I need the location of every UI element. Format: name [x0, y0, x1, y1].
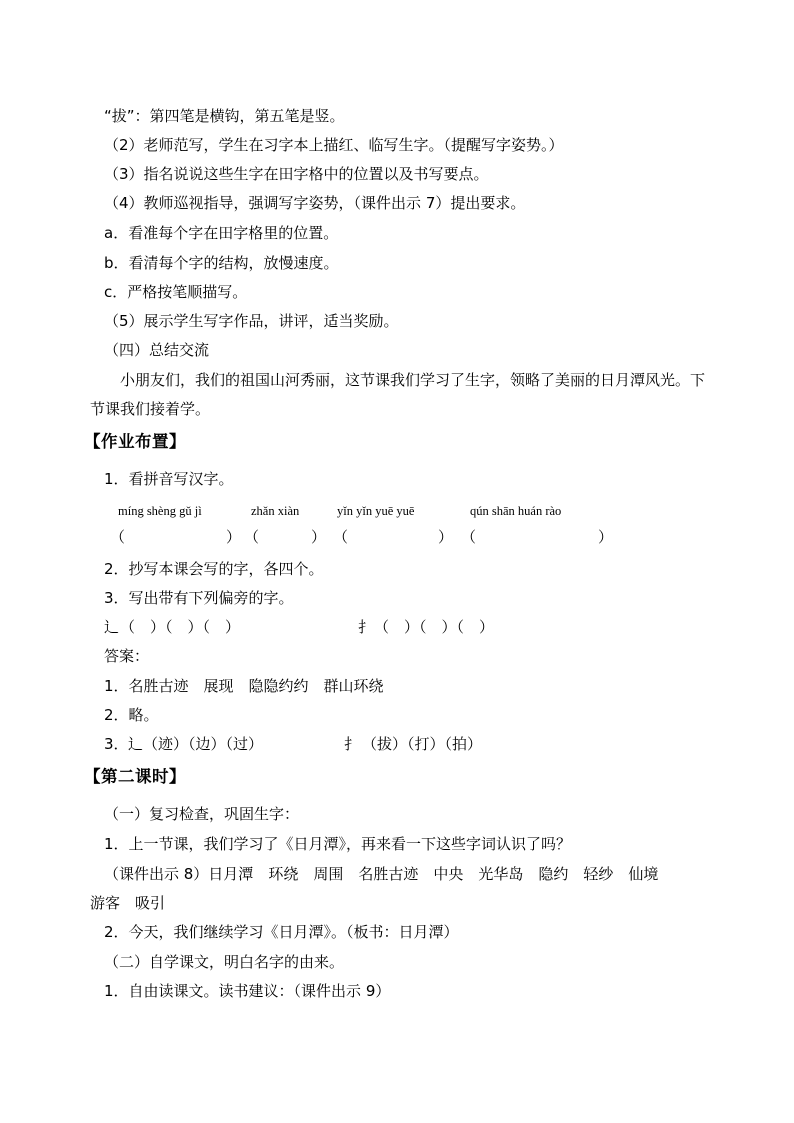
blank-paren: （	[333, 528, 349, 546]
text-line: “拔”：第四笔是横钩，第五笔是竖。	[104, 107, 345, 125]
text-line: （4）教师巡视指导，强调写字姿势，（课件出示 7）提出要求。	[104, 194, 526, 212]
radical-label: 辶	[104, 618, 120, 636]
blank-paren: （	[461, 528, 477, 546]
section-heading: 【第二课时】	[84, 767, 186, 786]
blank-paren: （ ）（ ）（ ）	[374, 618, 495, 636]
blank-paren: ）	[311, 528, 327, 546]
text-line: （一）复习检查，巩固生字：	[104, 805, 300, 823]
text-line: （5）展示学生写字作品，讲评，适当奖励。	[104, 312, 399, 330]
text-line: （课件出示 8）日月潭 环绕 周围 名胜古迹 中央 光华岛 隐约 轻纱 仙境	[104, 865, 659, 883]
blank-paren: （	[244, 528, 260, 546]
pinyin-item: yǐn yǐn yuē yuē	[337, 504, 415, 518]
text-line: （2）老师范写，学生在习字本上描红、临写生字。（提醒写字姿势。）	[104, 136, 564, 154]
pinyin-item: míng shèng gǔ jì	[118, 504, 202, 518]
blank-paren: （ ）（ ）（ ）	[120, 618, 241, 636]
pinyin-item: zhǎn xiàn	[251, 504, 300, 518]
blank-paren: ）	[226, 528, 242, 546]
text-line: 答案：	[104, 647, 150, 665]
text-line: b．看清每个字的结构，放慢速度。	[104, 254, 339, 272]
answer-chars: （拔）（打）（拍）	[362, 735, 483, 753]
text-line: 节课我们接着学。	[90, 400, 211, 418]
text-line: 小朋友们，我们的祖国山河秀丽，这节课我们学习了生字，领略了美丽的日月潭风光。下	[120, 371, 706, 389]
text-line: （四）总结交流	[104, 341, 210, 359]
section-heading: 【作业布置】	[84, 432, 186, 451]
text-line: （3）指名说说这些生字在田字格中的位置以及书写要点。	[104, 165, 489, 183]
text-line: 3．写出带有下列偏旁的字。	[104, 589, 294, 607]
answer-chars: （迹）（边）（过）	[143, 735, 264, 753]
radical-label: 扌	[358, 618, 374, 636]
text-line: a．看准每个字在田字格里的位置。	[104, 224, 339, 242]
text-line: （二）自学课文，明白名字的由来。	[104, 953, 345, 971]
pinyin-item: qún shān huán rào	[470, 504, 562, 518]
blank-paren: ）	[438, 528, 454, 546]
answer-number: 3．	[104, 735, 129, 753]
text-line: 2．抄写本课会写的字，各四个。	[104, 560, 324, 578]
text-line: 1．自由读课文。读书建议：（课件出示 9）	[104, 982, 391, 1000]
text-line: 2．今天，我们继续学习《日月潭》。（板书：日月潭）	[104, 923, 459, 941]
text-line: 1．上一节课，我们学习了《日月潭》，再来看一下这些字词认识了吗？	[104, 835, 572, 853]
text-line: 1．看拼音写汉字。	[104, 470, 234, 488]
blank-paren: ）	[598, 528, 614, 546]
text-line: 2．略。	[104, 706, 159, 724]
blank-paren: （	[110, 528, 126, 546]
text-line: 游客 吸引	[90, 894, 166, 912]
text-line: 1．名胜古迹 展现 隐隐约约 群山环绕	[104, 677, 384, 695]
radical-label: 辶	[128, 735, 144, 753]
radical-label: 扌	[344, 735, 360, 753]
text-line: c．严格按笔顺描写。	[104, 283, 248, 301]
